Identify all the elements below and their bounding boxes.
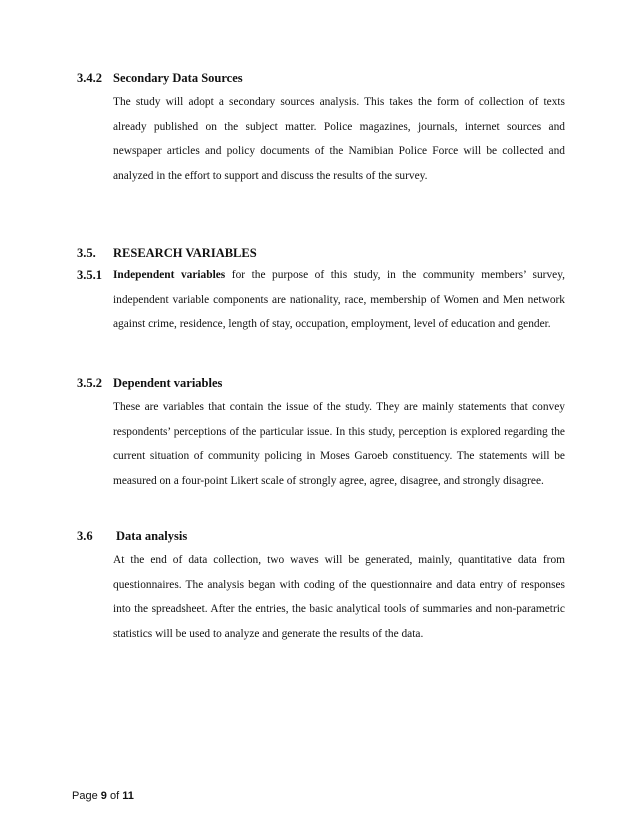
footer-page-number: 9 — [100, 790, 107, 802]
section-number: 3.6 — [77, 529, 93, 543]
section-3-5-2 — [77, 374, 567, 493]
footer-total-pages: 11 — [122, 790, 134, 802]
section-number: 3.5.2 — [77, 376, 102, 390]
footer-of-word: of — [109, 790, 120, 802]
section-title: Dependent variables — [113, 376, 223, 390]
section-title: Independent variables — [113, 269, 226, 281]
paragraph-text: for the purpose of this study, in the community members’ survey, independent variable components are nationality, race, membership of Women and Men network against crime, residence, length of stay, occupation, employment, level of education and gender. — [113, 269, 565, 331]
section-number: 3.5.1 — [77, 268, 102, 282]
section-3-5-1 — [77, 263, 567, 337]
footer-page-word: Page — [72, 790, 98, 802]
section-paragraph: The study will adopt a secondary sources analysis. This takes the form of collection of texts already published on the subject matter. Police magazines, journals, internet sources and newspaper articles and policy documents of the Namibian Police Force will be collected and analyzed in the effort to support and discuss the results of the survey. — [113, 96, 565, 182]
section-heading — [77, 69, 567, 87]
section-3-6 — [77, 527, 567, 646]
section-title: Secondary Data Sources — [113, 71, 243, 85]
section-heading — [77, 527, 567, 545]
section-heading — [77, 244, 567, 262]
section-number: 3.5. — [77, 246, 96, 260]
section-title: Data analysis — [116, 529, 188, 543]
section-title: RESEARCH VARIABLES — [113, 246, 257, 260]
section-3-5 — [77, 244, 567, 262]
section-paragraph — [113, 263, 565, 337]
section-3-4-2 — [77, 69, 567, 188]
section-paragraph: These are variables that contain the issue of the study. They are mainly statements that convey respondents’ perceptions of the particular issue. In this study, perception is explored regarding the current situation of community policing in Moses Garoeb constituency. The statements will be measured on a four-point Likert scale of strongly agree, agree, disagree, and strongly disagree. — [113, 401, 565, 487]
page-footer — [72, 789, 134, 803]
section-paragraph: At the end of data collection, two waves will be generated, mainly, quantitative data from questionnaires. The analysis began with coding of the questionnaire and data entry of responses into the spreadsheet. After the entries, the basic analytical tools of summaries and non-parametric statistics will be used to analyze and generate the results of the data. — [113, 554, 565, 640]
section-number: 3.4.2 — [77, 71, 102, 85]
section-heading — [77, 374, 567, 392]
